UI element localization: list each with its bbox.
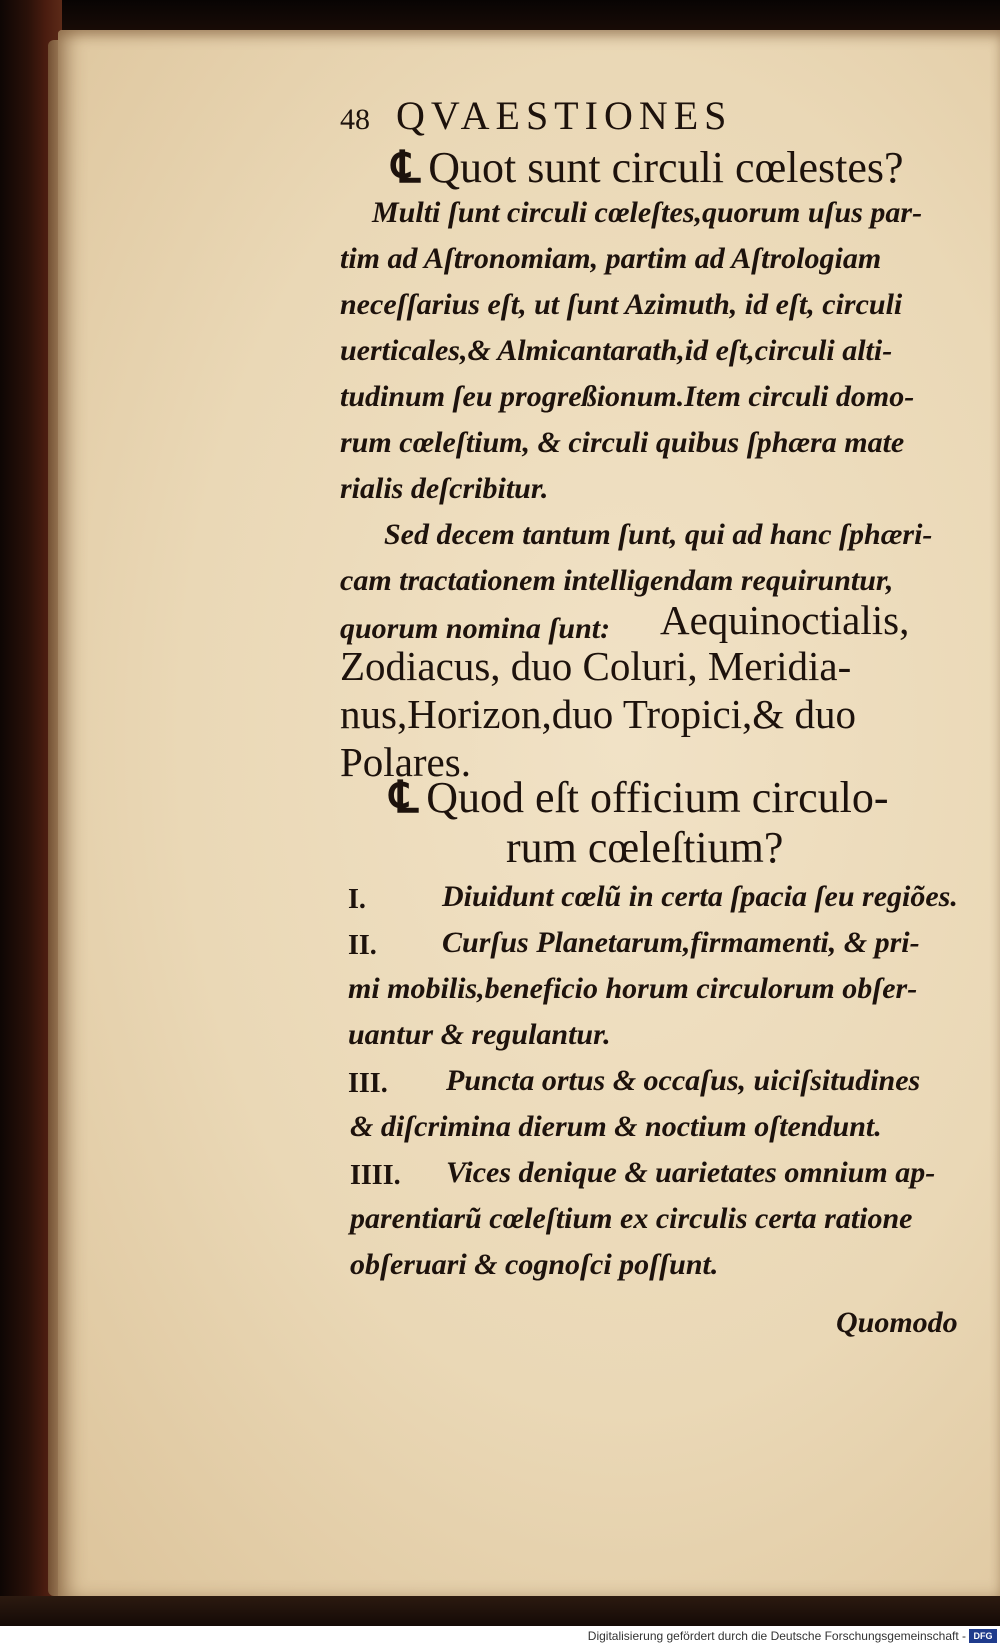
text-line: tudinum ſeu progreßionum.Item circuli domo- bbox=[340, 380, 915, 413]
question-heading-2-cont: rum cœleſtium? bbox=[506, 823, 784, 872]
pilcrow-icon: ℄ bbox=[390, 773, 419, 822]
footer-credit: Digitalisierung gefördert durch die Deutsche Forschungsgemeinschaft - bbox=[587, 1629, 966, 1643]
question-heading-text: Quod eſt officium circulo- bbox=[426, 773, 889, 822]
question-heading-text: Quot sunt circuli cœlestes? bbox=[428, 143, 904, 192]
question-heading-2 bbox=[390, 772, 889, 823]
item-numeral: II. bbox=[348, 930, 377, 961]
item-numeral: I. bbox=[348, 884, 366, 915]
text-line-roman: Polares. bbox=[340, 739, 471, 785]
text-line: neceſſarius eſt, ut ſunt Azimuth, id eſt, circuli bbox=[340, 288, 903, 321]
text-line: Sed decem tantum ſunt, qui ad hanc ſphæri- bbox=[384, 518, 933, 551]
text-line-roman: Zodiacus, duo Coluri, Meridia- bbox=[340, 643, 852, 689]
pilcrow-icon: ℄ bbox=[392, 143, 421, 192]
text-line: Curſus Planetarum,firmamenti, & pri- bbox=[442, 926, 920, 959]
dfg-logo-icon[interactable]: DFG bbox=[969, 1629, 997, 1643]
text-line: & diſcrimina dierum & noctium oſtendunt. bbox=[350, 1110, 882, 1143]
page-number: 48 bbox=[340, 103, 370, 136]
text-line-roman: nus,Horizon,duo Tropici,& duo bbox=[340, 691, 856, 737]
binding-top bbox=[0, 0, 1000, 34]
running-head bbox=[340, 92, 732, 139]
catchword: Quomodo bbox=[836, 1306, 958, 1339]
text-line: obſeruari & cognoſci poſſunt. bbox=[350, 1248, 719, 1281]
footer-bar bbox=[0, 1626, 1000, 1647]
text-line: parentiarũ cœleſtium ex circulis certa ratione bbox=[350, 1202, 913, 1235]
text-line: Puncta ortus & occaſus, uiciſsitudines bbox=[446, 1064, 921, 1097]
binding-bottom bbox=[0, 1596, 1000, 1626]
item-numeral: IIII. bbox=[350, 1160, 401, 1191]
text-line: uantur & regulantur. bbox=[348, 1018, 611, 1051]
text-line: Vices denique & uarietates omnium ap- bbox=[446, 1156, 936, 1189]
text-line: rum cœleſtium, & circuli quibus ſphæra mate bbox=[340, 426, 905, 459]
text-line: uerticales,& Almicantarath,id eſt,circuli alti- bbox=[340, 334, 893, 367]
text-line: rialis deſcribitur. bbox=[340, 472, 549, 505]
text-line: cam tractationem intelligendam requiruntur, bbox=[340, 564, 894, 597]
text-line: Multi ſunt circuli cœleſtes,quorum uſus par- bbox=[372, 196, 923, 229]
text-line: Diuidunt cœlũ in certa ſpacia ſeu regiões. bbox=[442, 880, 958, 913]
text-line-roman: Aequinoctialis, bbox=[660, 597, 910, 643]
text-line: mi mobilis,beneficio horum circulorum obſer- bbox=[348, 972, 918, 1005]
item-numeral: III. bbox=[348, 1068, 388, 1099]
text-line: tim ad Aſtronomiam, partim ad Aſtrologiam bbox=[340, 242, 882, 275]
running-head-title: QVAESTIONES bbox=[396, 93, 733, 138]
question-heading-1 bbox=[392, 142, 904, 193]
text-line: quorum nomina ſunt: bbox=[340, 612, 611, 645]
